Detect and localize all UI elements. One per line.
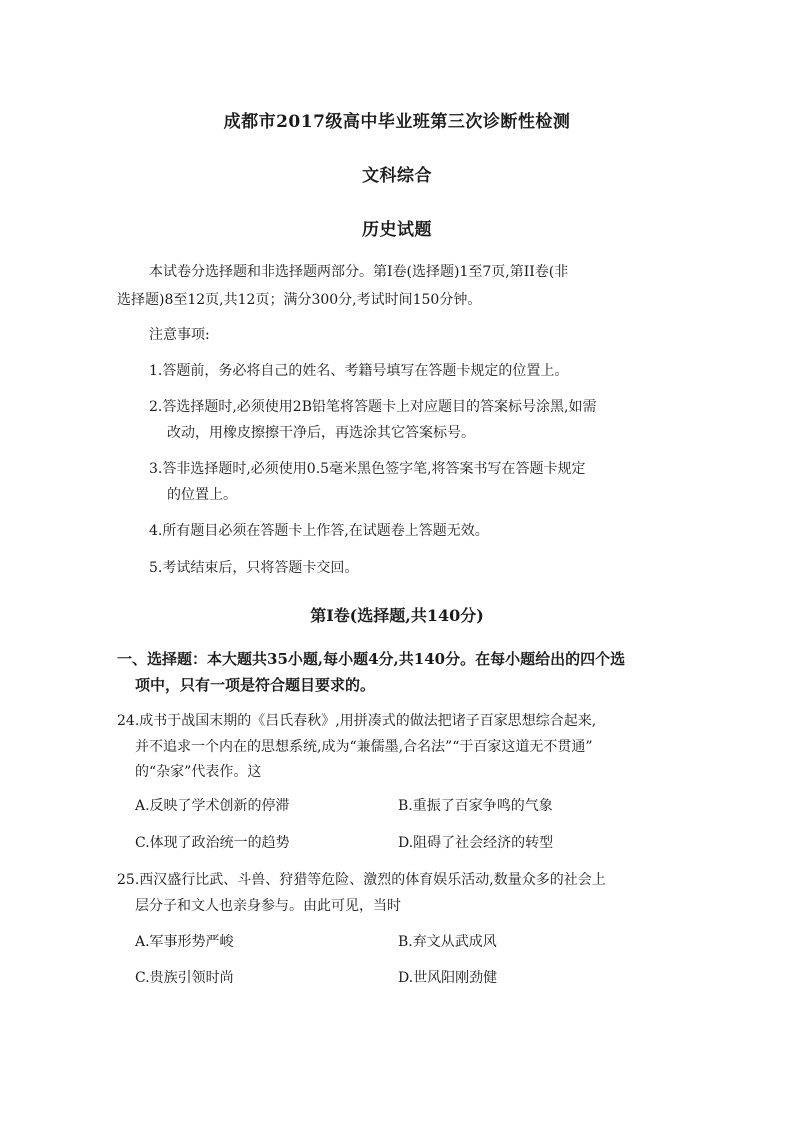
q24-option-a: A.反映了学术创新的停滞 — [135, 798, 290, 814]
q24-stem-line-1: 24.成书于战国末期的《吕氏春秋》,用拼凑式的做法把诸子百家思想综合起来, — [117, 713, 597, 729]
q24-option-c: C.体现了政治统一的趋势 — [135, 835, 290, 851]
q25-option-d: D.世风阳刚劲健 — [398, 970, 498, 986]
section-instruction-line-2: 项中，只有一项是符合题目要求的。 — [135, 676, 376, 694]
note-item-3-line-2: 的位置上。 — [167, 487, 237, 503]
note-item-1: 1.答题前，务必将自己的姓名、考籍号填写在答题卡规定的位置上。 — [149, 363, 569, 379]
q24-option-d: D.阻碍了社会经济的转型 — [398, 835, 554, 851]
q25-option-b: B.弃文从武成风 — [398, 934, 497, 950]
q24-stem-line-2: 并不追求一个内在的思想系统,成为“兼儒墨,合名法”“于百家这道无不贯通” — [135, 739, 593, 755]
intro-line-1: 本试卷分选择题和非选择题两部分。第Ⅰ卷(选择题)1至7页,第II卷(非 — [149, 264, 569, 280]
subject-title: 文科综合 — [362, 166, 432, 186]
paper-title: 历史试题 — [362, 220, 432, 240]
q25-stem-line-1: 25.西汉盛行比武、斗兽、狩猎等危险、激烈的体育娱乐活动,数量众多的社会上 — [117, 872, 606, 888]
q25-stem-line-2: 层分子和文人也亲身参与。由此可见，当时 — [135, 898, 401, 914]
q24-stem-line-3: 的“杂家”代表作。这 — [135, 764, 262, 780]
note-item-2-line-1: 2.答选择题时,必须使用2B铅笔将答题卡上对应题目的答案标号涂黑,如需 — [149, 399, 597, 415]
q25-option-c: C.贵族引领时尚 — [135, 970, 234, 986]
section-instruction-line-1: 一、选择题：本大题共35小题,每小题4分,共140分。在每小题给出的四个选 — [117, 650, 626, 668]
notes-heading: 注意事项: — [149, 327, 210, 343]
note-item-4: 4.所有题目必须在答题卡上作答,在试题卷上答题无效。 — [149, 523, 489, 539]
note-item-5: 5.考试结束后，只将答题卡交回。 — [149, 560, 359, 576]
note-item-2-line-2: 改动，用橡皮擦擦干净后，再选涂其它答案标号。 — [167, 425, 475, 441]
section-title: 第Ⅰ卷(选择题,共140分) — [310, 606, 484, 625]
q25-option-a: A.军事形势严峻 — [135, 934, 234, 950]
intro-line-2: 选择题)8至12页,共12页；满分300分,考试时间150分钟。 — [117, 292, 482, 308]
q24-option-b: B.重振了百家争鸣的气象 — [398, 798, 553, 814]
exam-title: 成都市2017级高中毕业班第三次诊断性检测 — [223, 112, 571, 132]
note-item-3-line-1: 3.答非选择题时,必须使用0.5毫米黑色签字笔,将答案书写在答题卡规定 — [149, 461, 586, 477]
